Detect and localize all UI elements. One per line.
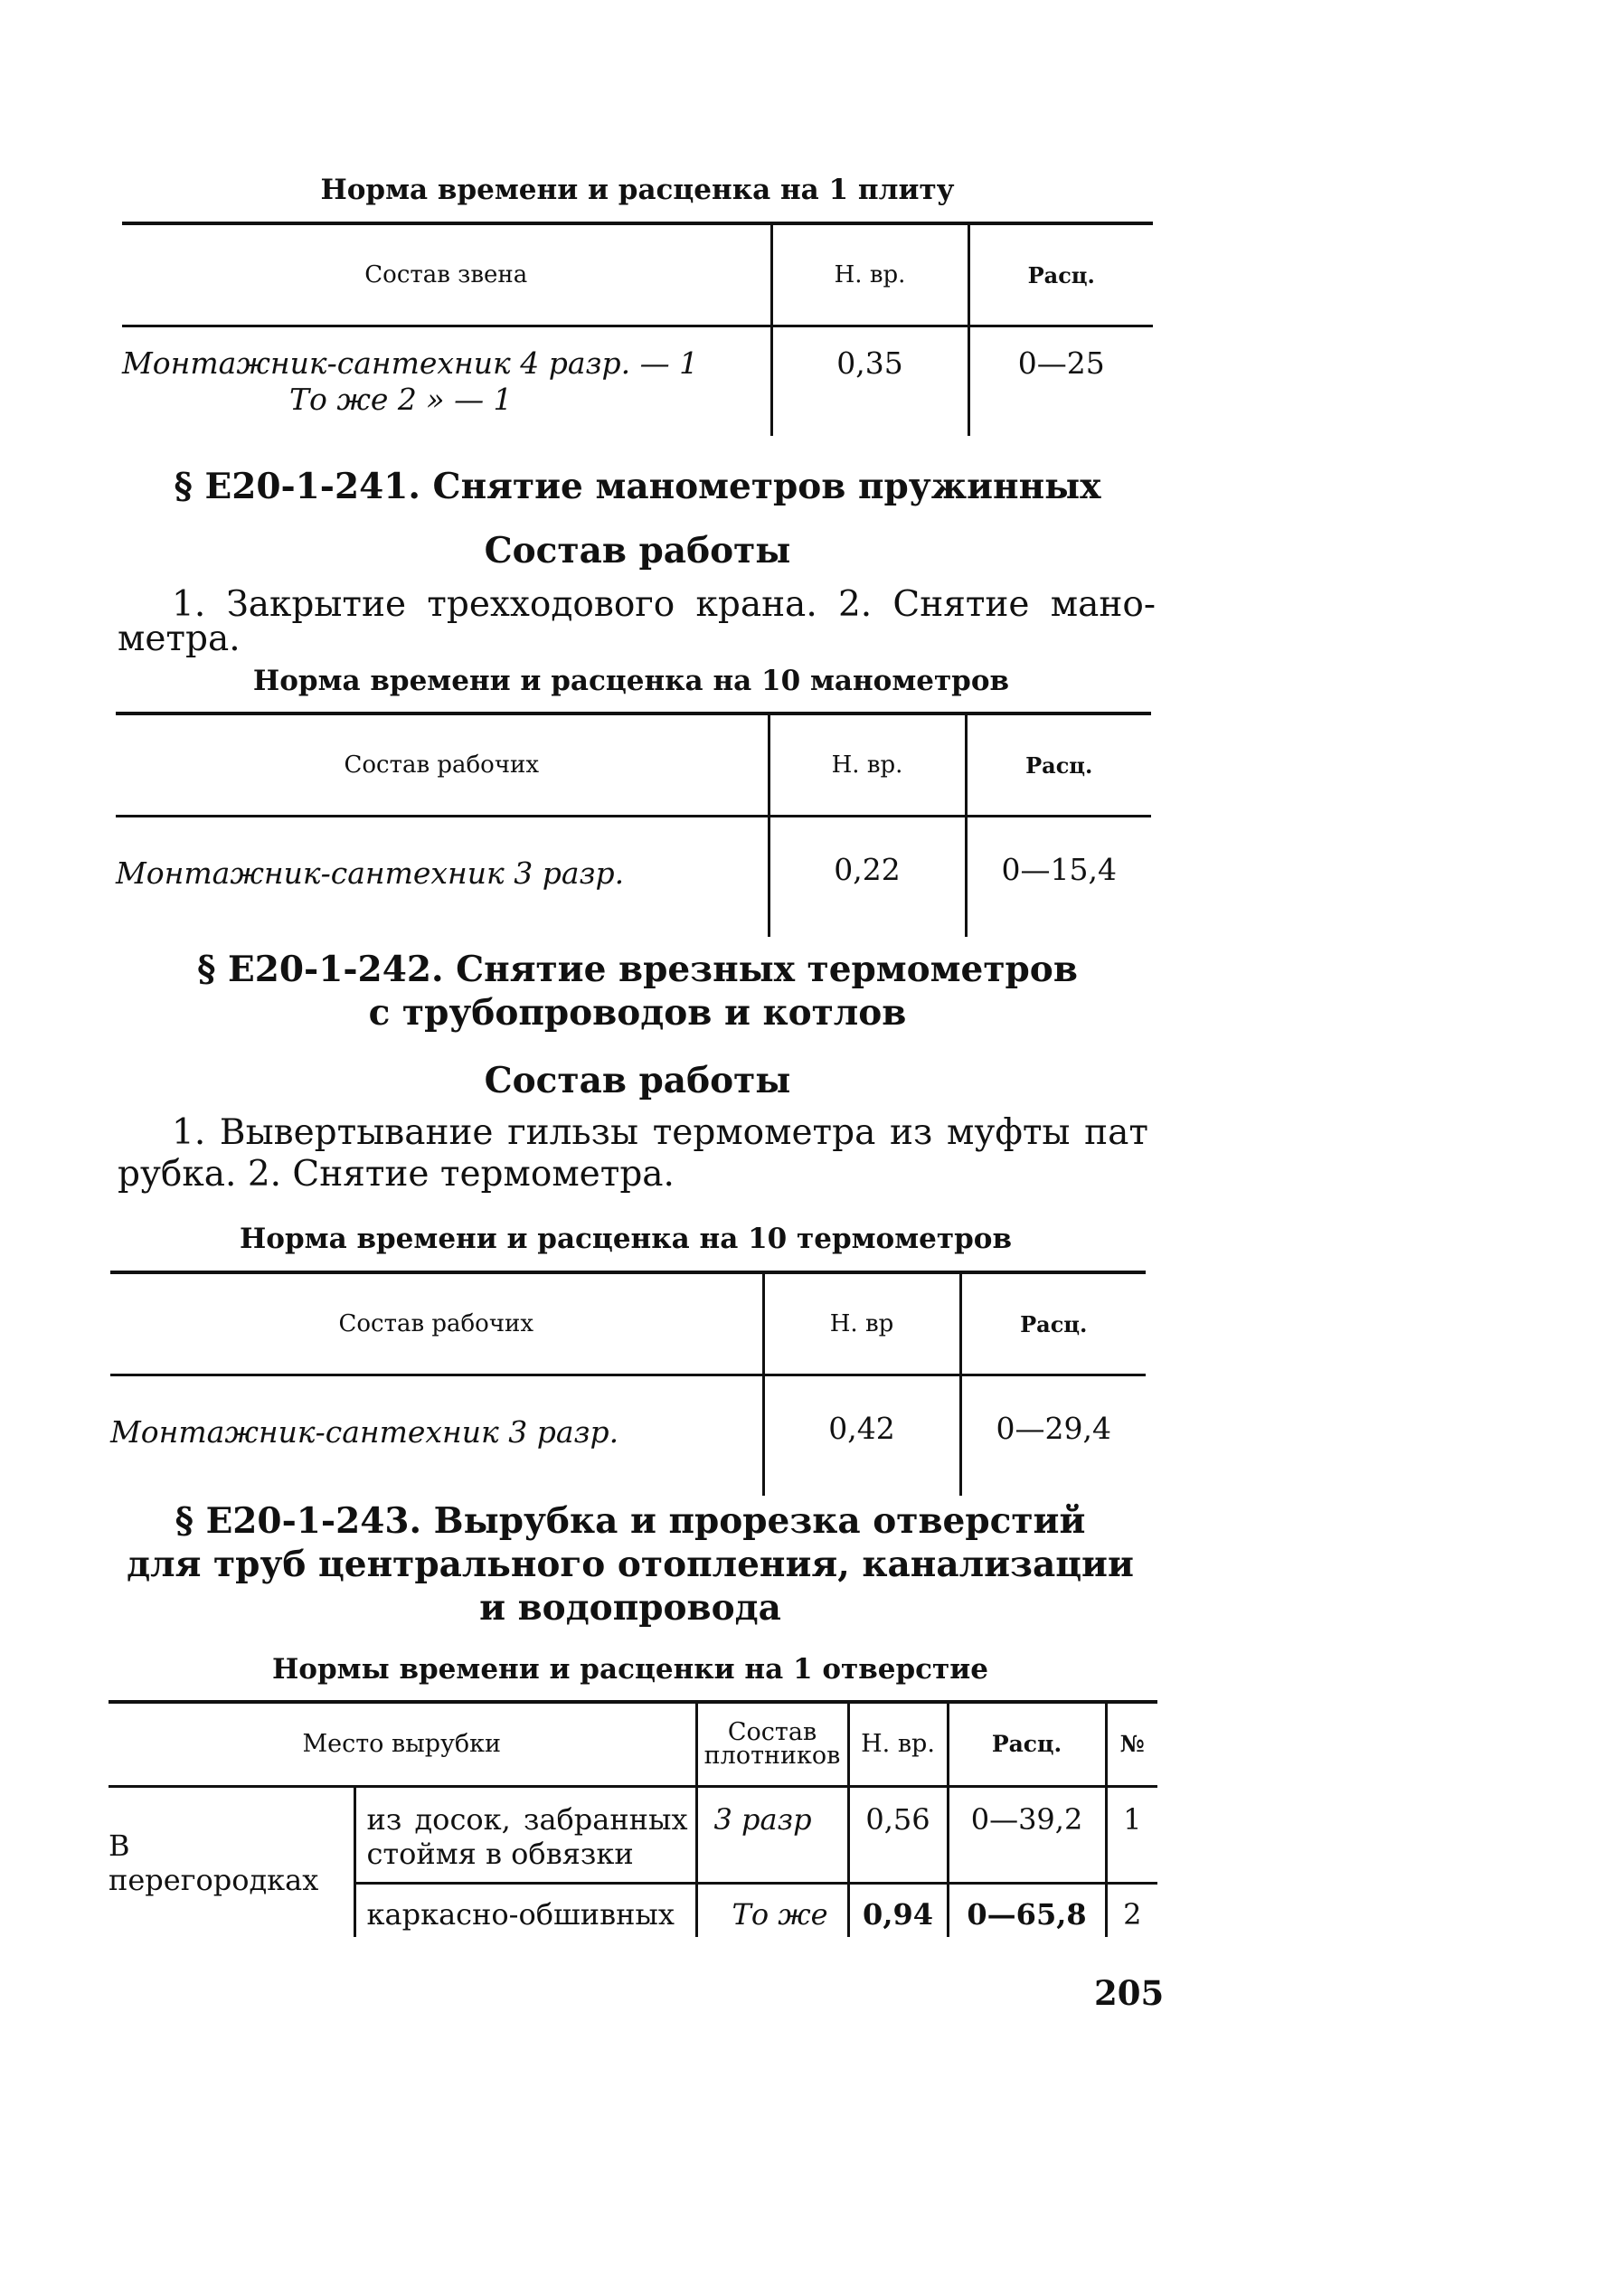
table1-worker-line1: Монтажник-сантехник 4 разр. — 1 xyxy=(122,345,699,381)
table4-header-place: Место вырубки xyxy=(109,1702,696,1787)
table4-group: В перегородках xyxy=(109,1828,319,1897)
table3-caption: Норма времени и расценка на 10 термометров xyxy=(240,1223,1012,1255)
table4-header-crew-line1: Состав xyxy=(727,1718,817,1746)
section242-heading xyxy=(122,948,1153,1035)
table4-row2-rate: 0—65,8 xyxy=(948,1884,1106,1938)
section242-subheading: Состав работы xyxy=(484,1060,791,1101)
table3-header-norm: Н. вр xyxy=(763,1272,960,1375)
table1-header-crew: Состав звена xyxy=(122,223,771,326)
table4-row1-rate: 0—39,2 xyxy=(948,1787,1106,1884)
section241-paragraph xyxy=(118,582,1156,662)
section241-heading: § Е20-1-241. Снятие манометров пружинных xyxy=(174,466,1101,507)
table4-header-rate: Расц. xyxy=(948,1702,1106,1787)
table2-worker: Монтажник-сантехник 3 разр. xyxy=(116,855,625,891)
section241-subheading: Состав работы xyxy=(484,530,791,572)
section242-heading-line1: § Е20-1-242. Снятие врезных термометров xyxy=(197,949,1078,990)
table4-header-num: № xyxy=(1106,1702,1157,1787)
table-row xyxy=(116,817,1151,938)
table4-row1-type xyxy=(354,1787,696,1884)
section242-paragraph-line1: 1. Вывертывание гильзы термометра из муфты пат xyxy=(172,1112,1148,1153)
table2-caption: Норма времени и расценка на 10 манометров xyxy=(252,665,1010,697)
table-row xyxy=(109,1787,1157,1884)
table1-worker-line2: То же 2 » — 1 xyxy=(289,382,513,417)
table3-header-rate: Расц. xyxy=(960,1272,1146,1375)
table2-header-crew: Состав рабочих xyxy=(116,713,769,817)
table4-row1-type-line2: стоймя в обвязки xyxy=(366,1837,634,1871)
table3-header-crew: Состав рабочих xyxy=(110,1272,763,1375)
table2-rate: 0—15,4 xyxy=(966,817,1151,938)
table4-row2-norm: 0,94 xyxy=(848,1884,948,1938)
table4 xyxy=(109,1700,1157,1937)
table2 xyxy=(116,712,1151,937)
table-row xyxy=(122,326,1153,437)
table4-header-crew xyxy=(696,1702,848,1787)
table4-header-crew-line2: плотников xyxy=(703,1742,841,1770)
page-number: 205 xyxy=(1094,1973,1165,2013)
table2-header-norm: Н. вр. xyxy=(769,713,966,817)
section241-paragraph-line1: 1. Закрытие трехходового крана. 2. Снятие мано- xyxy=(172,584,1156,625)
table4-caption: Нормы времени и расценки на 1 отверстие xyxy=(272,1653,988,1686)
table4-row2-type: каркасно-обшивных xyxy=(354,1884,696,1938)
table1-header-rate: Расц. xyxy=(968,223,1153,326)
section243-heading-line1: § Е20-1-243. Вырубка и прорезка отверстий xyxy=(175,1500,1086,1542)
table3-worker: Монтажник-сантехник 3 разр. xyxy=(110,1414,619,1450)
table1-worker xyxy=(122,326,771,437)
table2-norm: 0,22 xyxy=(769,817,966,938)
table4-row2-crew: То же xyxy=(696,1884,848,1938)
table2-header-rate: Расц. xyxy=(966,713,1151,817)
section243-heading-line3: и водопровода xyxy=(479,1587,781,1629)
table3-norm: 0,42 xyxy=(763,1375,960,1497)
table4-row1-norm: 0,56 xyxy=(848,1787,948,1884)
table3 xyxy=(110,1271,1146,1496)
section242-paragraph-line2: рубка. 2. Снятие термометра. xyxy=(118,1154,675,1195)
table-row xyxy=(110,1375,1146,1497)
table1-header-norm: Н. вр. xyxy=(771,223,968,326)
table3-rate: 0—29,4 xyxy=(960,1375,1146,1497)
section242-heading-line2: с трубопроводов и котлов xyxy=(368,992,907,1034)
section242-paragraph xyxy=(118,1110,1148,1197)
section241-paragraph-line2: метра. xyxy=(118,619,241,659)
table1-caption: Норма времени и расценка на 1 плиту xyxy=(320,174,955,206)
section243-heading xyxy=(110,1499,1150,1630)
table4-row1-type-line1: из досок, забранных xyxy=(366,1802,688,1837)
table1-norm: 0,35 xyxy=(771,326,968,437)
section243-heading-line2: для труб центрального отопления, канализации xyxy=(127,1544,1134,1585)
table4-row1-num: 1 xyxy=(1106,1787,1157,1884)
table4-header-norm: Н. вр. xyxy=(848,1702,948,1787)
table4-row2-num: 2 xyxy=(1106,1884,1157,1938)
table4-row1-crew: 3 разр xyxy=(696,1787,848,1884)
table1-rate: 0—25 xyxy=(968,326,1153,437)
table1 xyxy=(122,222,1153,436)
